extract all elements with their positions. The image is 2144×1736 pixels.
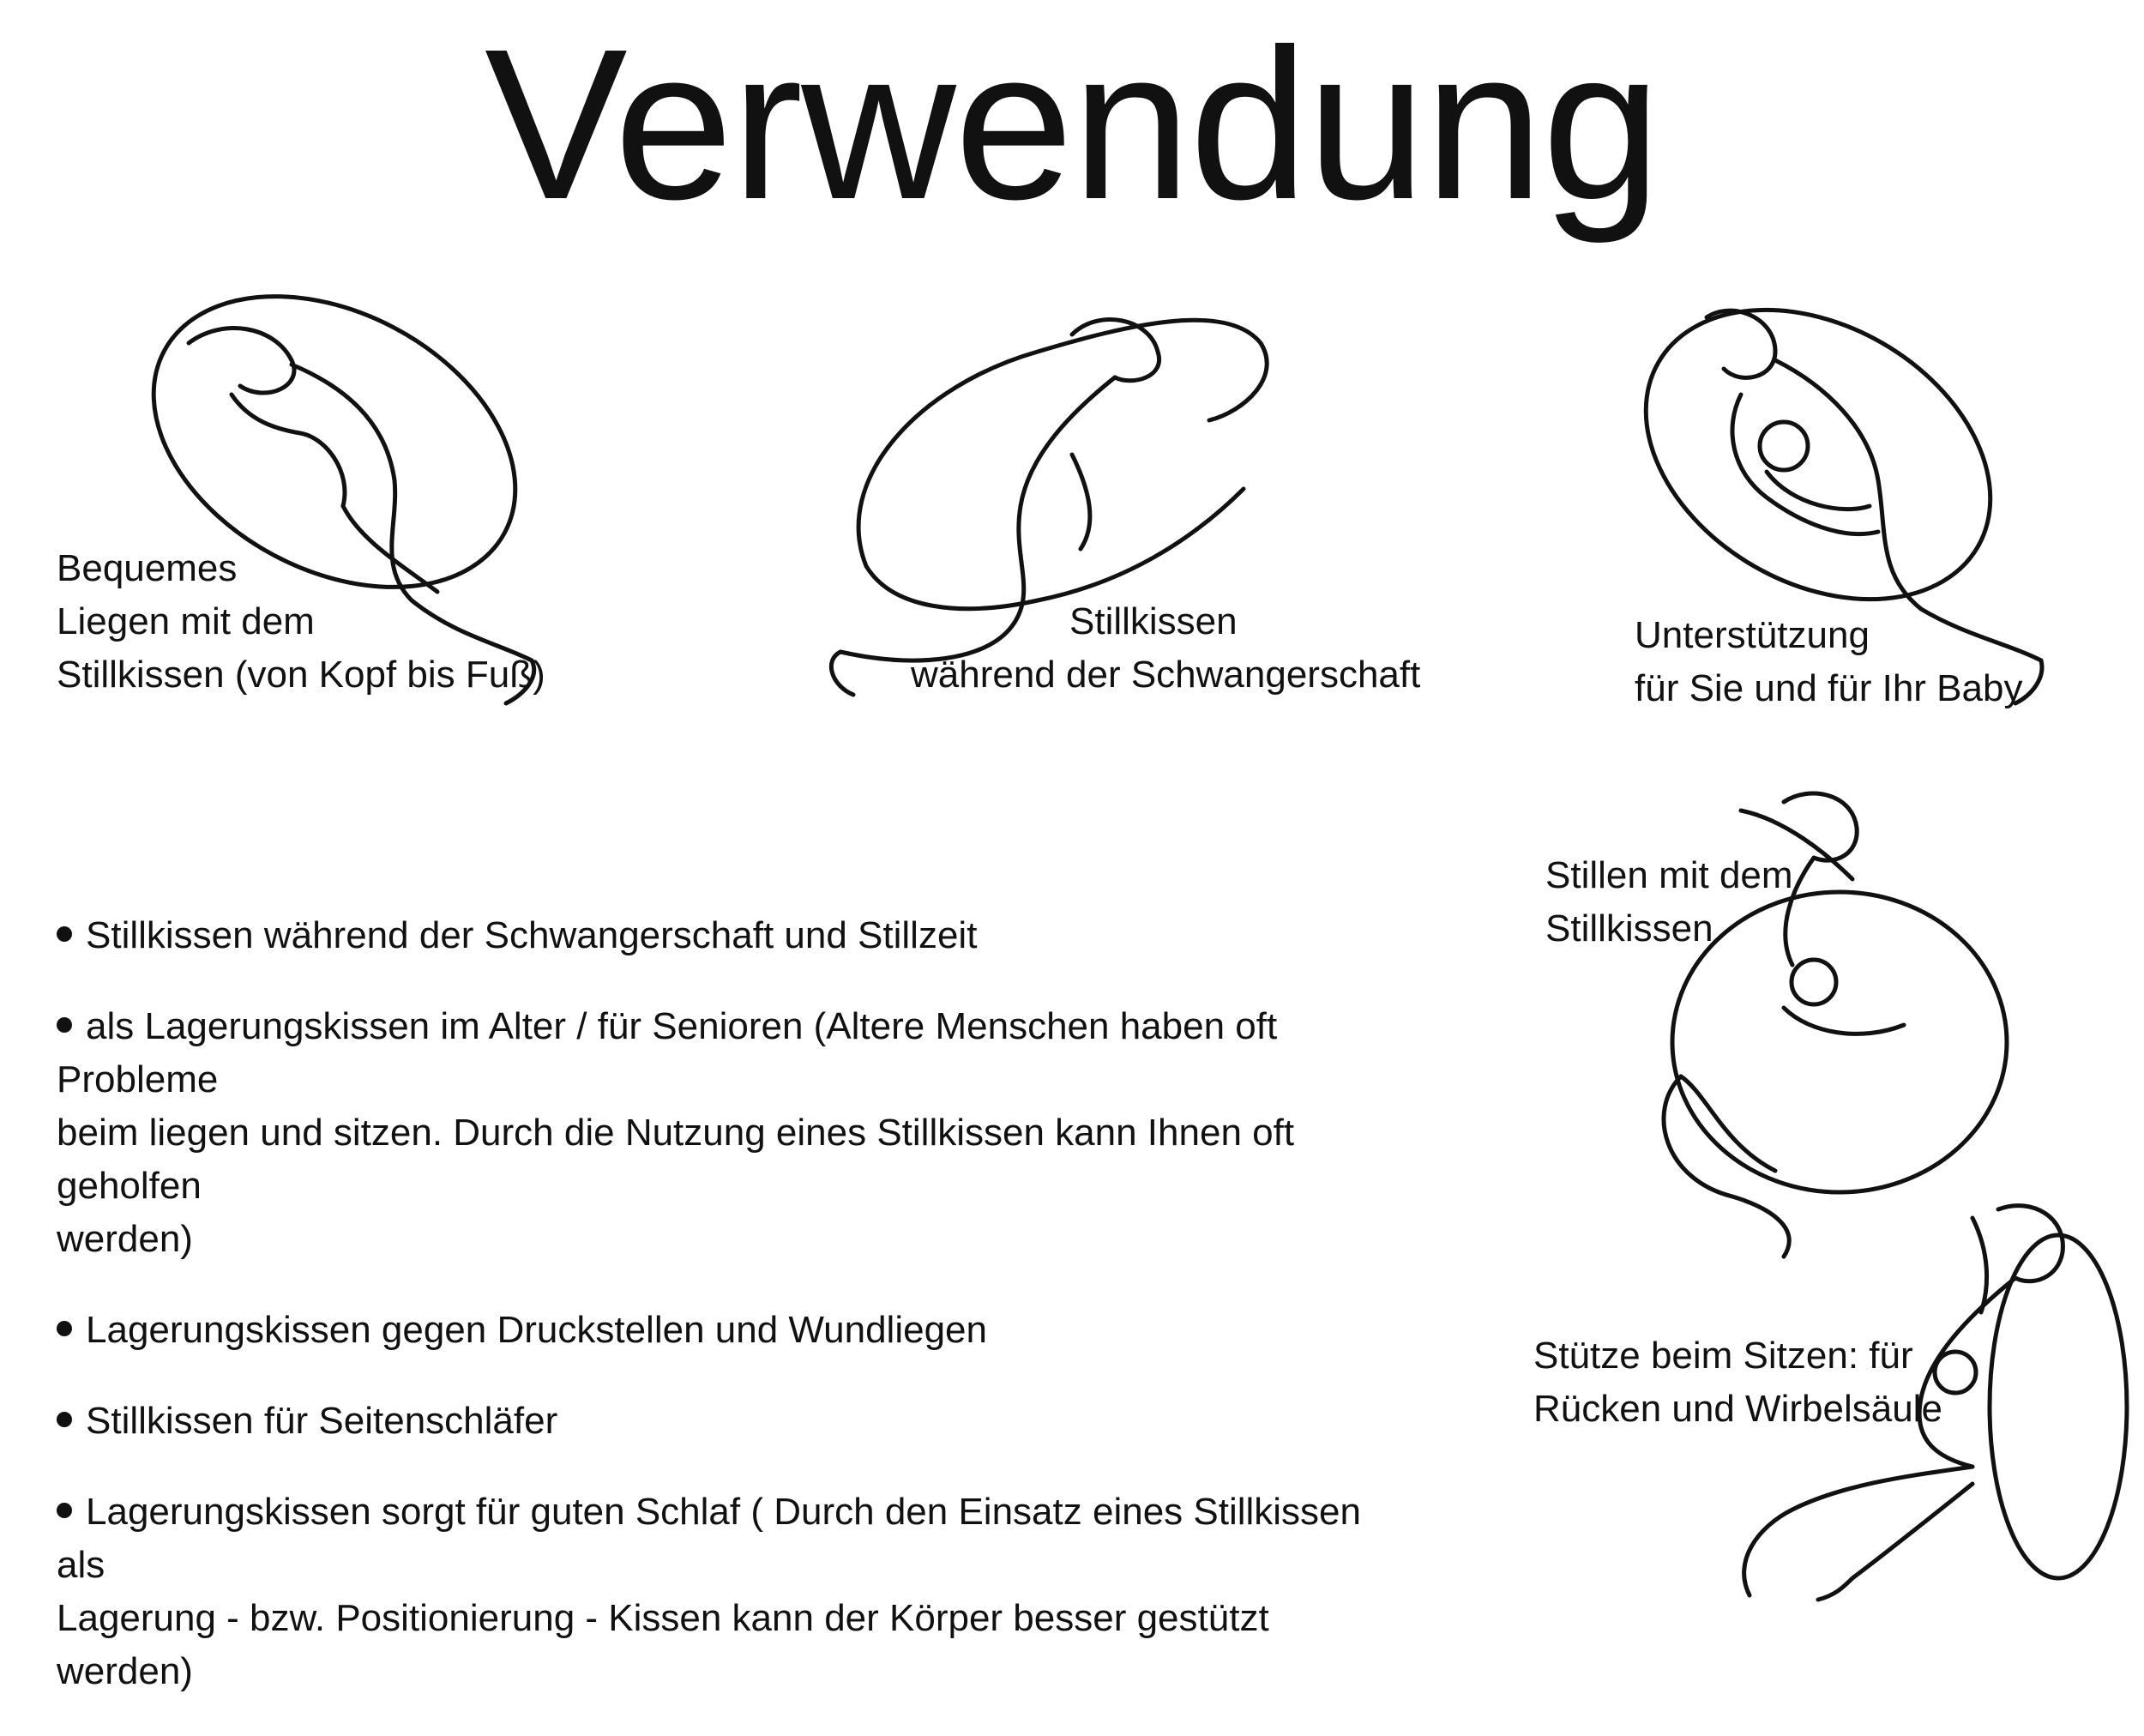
caption-support: Unterstützung für Sie und für Ihr Baby bbox=[1635, 614, 2023, 709]
list-item: als Lagerungskissen im Alter / für Senioren (Altere Menschen haben oft Probleme beim liegen und sitzen. Durch die Nutzung eines Stillkissen kann Ihnen oft geholfen werden) bbox=[57, 1005, 1295, 1260]
bullet-dot-icon bbox=[57, 926, 72, 942]
bullet-dot-icon bbox=[57, 1017, 72, 1033]
list-item: Lagerungskissen gegen Druckstellen und Wundliegen bbox=[57, 1304, 1394, 1357]
page-title: Verwendung bbox=[484, 4, 1659, 244]
bullet-dot-icon bbox=[57, 1503, 72, 1518]
caption-breastfeeding: Stillen mit dem Stillkissen bbox=[1545, 854, 1793, 949]
bullet-dot-icon bbox=[57, 1412, 72, 1427]
list-item: Stillkissen für Seitenschläfer bbox=[57, 1395, 1394, 1448]
caption-lying: Bequemes Liegen mit dem Stillkissen (von Kopf bis Fuß) bbox=[57, 547, 545, 696]
list-item: Lagerungskissen sorgt für guten Schlaf ( Durch den Einsatz eines Stillkissen als Lagerung - bzw. Positionierung - Kissen kann der Körper besser gestützt werden) bbox=[57, 1491, 1361, 1692]
bullet-dot-icon bbox=[57, 1321, 72, 1336]
caption-sitting: Stütze beim Sitzen: für Rücken und Wirbelsäule bbox=[1533, 1335, 1942, 1430]
list-item: Stillkissen während der Schwangerschaft und Stillzeit bbox=[57, 909, 1394, 962]
usage-list bbox=[57, 909, 1394, 1736]
caption-pregnancy: Stillkissen während der Schwangerschaft bbox=[911, 600, 1421, 696]
